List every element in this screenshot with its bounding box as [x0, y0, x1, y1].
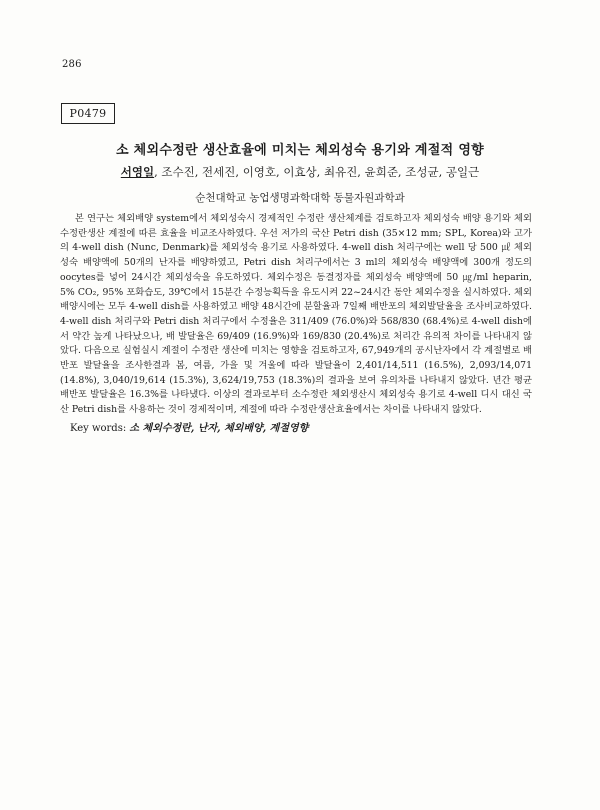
abstract-body: 본 연구는 체외배양 system에서 체외성숙시 경제적인 수정란 생산체계를 검토하고자 체외성숙 배양 용기와 체외수정란생산 계절에 따른 효율을 비교조사하였다. 우선 저가의 국산 Petri dish (35×12 mm; SPL, Korea)와 고가의 4-well dish (Nunc, Denmark)를 체외성숙 용기로 사용하였다. 4-well dish 처리구에는 well 당 500 ㎕ 체외성숙 배양액에 50개의 난자를 배양하였고, Petri dish 처리구에서는 3 ml의 체외성숙 배양액에 300개 정도의 oocytes를 넣어 24시간 체외성숙을 유도하였다. 체외수정은 동결정자를 체외성숙 배양액에 50 ㎍/ml heparin, 5% CO₂, 95% 포화습도, 39℃에서 15분간 수정능획득을 유도시켜 22~24시간 동안 체외수정을 실시하였다. 체외배양시에는 모두 4-well dish를 사용하였고 배양 48시간에 분할율과 7일째 배반포의 체외발달율을 조사비교하였다. 4-well dish 처리구와 Petri dish 처리구에서 수정율은 311/409 (76.0%)와 568/830 (68.4%)로 4-well dish에서 약간 높게 나타났으나, 배 발달율은 69/409 (16.9%)와 169/830 (20.4%)로 처리간 유의적 차이를 나타내지 않았다. 다음으로 실험실시 계절이 수정란 생산에 미치는 영향을 검토하고자, 67,949개의 공시난자에서 각 계절별로 배반포 발달율을 조사한결과 봄, 여름, 가을 및 겨울에 따라 발달율이 2,401/14,511 (16.5%), 2,093/14,071 (14.8%), 3,040/19,614 (15.3%), 3,624/19,753 (18.3%)의 결과을 보여 유의차를 나타내지 않았다. 년간 평균 배반포 발달율은 16.3%를 나타냈다. 이상의 결과로부터 소수정란 체외생산시 체외성숙 용기로 4-well 디시 대신 국산 Petri dish를 사용하는 것이 경제적이며, 계절에 따라 수정란생산효율에서는 차이를 나타내지 않았다. [60, 213, 533, 416]
paper-id-badge: P0479 [61, 103, 115, 124]
affiliation: 순천대학교 농업생명과학대학 동물자원과학과 [195, 192, 405, 204]
page-number: 286 [62, 59, 82, 70]
paper-title: 소 체외수정란 생산효율에 미치는 체외성숙 용기와 계절적 영향 [115, 143, 485, 158]
author-list [0, 164, 600, 180]
co-authors: , 조수진, 전세진, 이영호, 이효상, 최유진, 윤희준, 조성균, 공일근 [154, 165, 480, 179]
keywords-terms: 소 체외수정란, 난자, 체외배양, 계절영향 [129, 423, 309, 434]
keywords [70, 419, 308, 434]
keywords-label: Key words: [70, 423, 130, 434]
presenting-author: 서영일 [120, 165, 155, 179]
